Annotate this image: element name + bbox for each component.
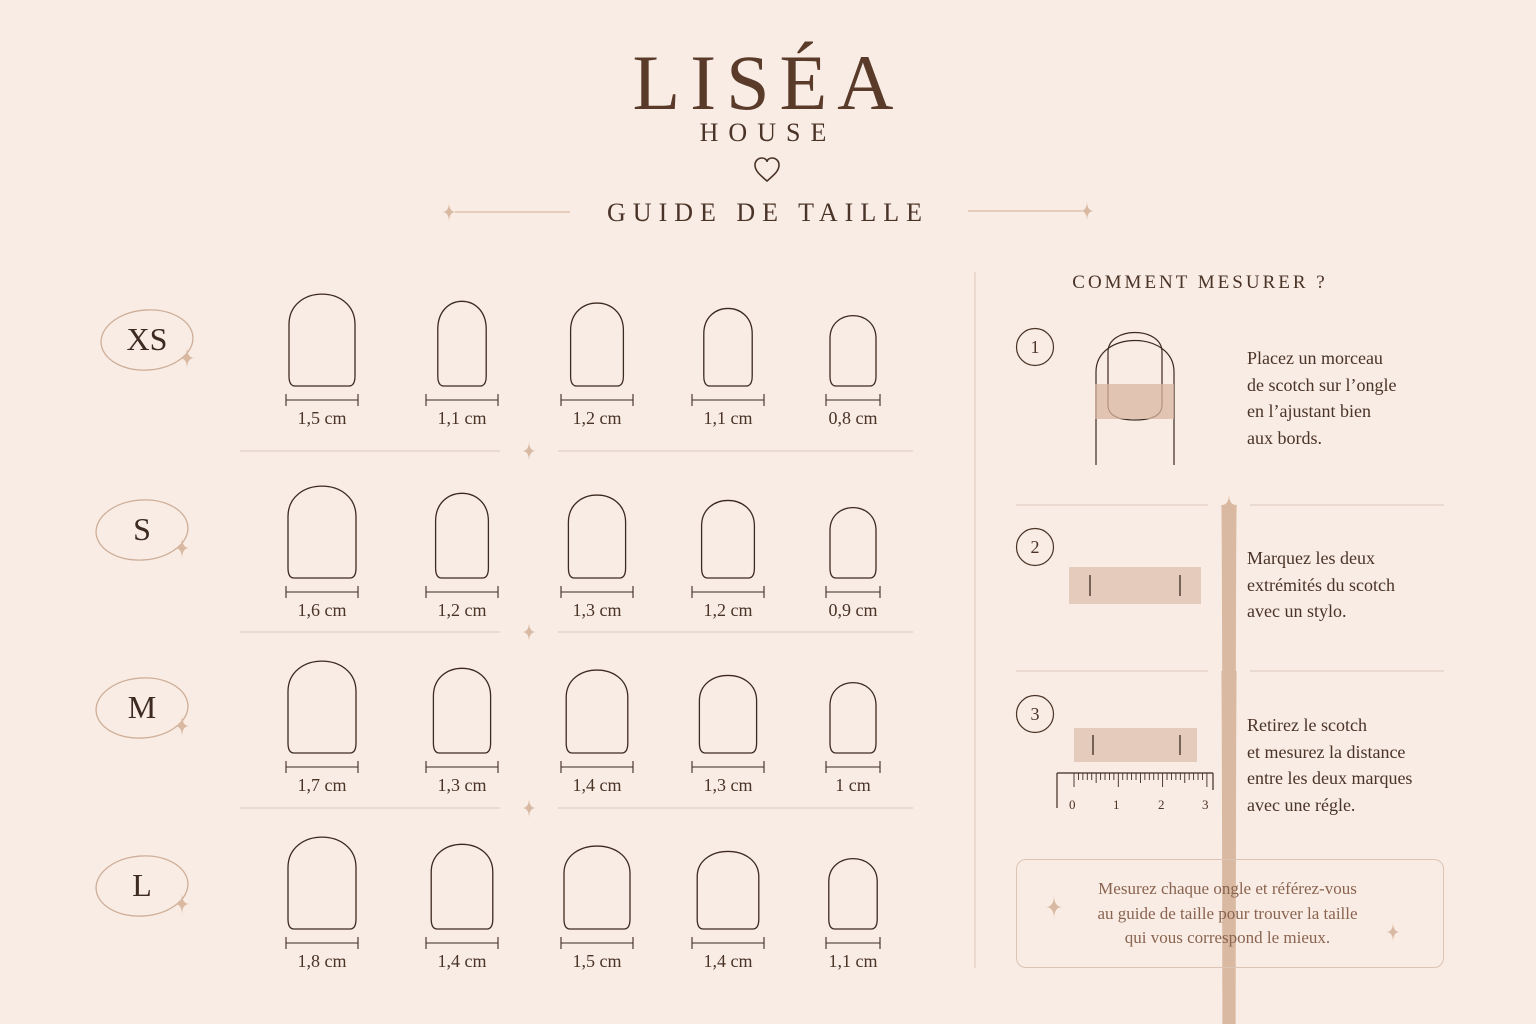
nail-outline-s-5 (830, 508, 876, 578)
nail-outline-xs-1 (289, 294, 355, 386)
step-3-number: 3 (1030, 704, 1040, 724)
heart-outline-icon (755, 158, 779, 181)
measure-label-m-5: 1 cm (835, 775, 871, 795)
measure-label-m-1: 1,7 cm (297, 775, 347, 795)
ruler-label-2: 2 (1158, 797, 1165, 812)
measure-label-s-4: 1,2 cm (703, 600, 753, 620)
measure-label-l-5: 1,1 cm (828, 951, 878, 971)
howto-title: COMMENT MESURER ? (1072, 272, 1328, 293)
nail-outline-m-5 (830, 683, 876, 753)
measure-label-m-4: 1,3 cm (703, 775, 753, 795)
nail-outline-l-4 (697, 851, 759, 929)
measure-label-l-3: 1,5 cm (572, 951, 622, 971)
nail-outline-l-2 (431, 844, 493, 929)
ruler-label-0: 0 (1069, 797, 1076, 812)
nail-outline-s-3 (568, 495, 625, 578)
nail-outline-m-4 (699, 675, 756, 753)
step-2-text: Marquez les deux extrémités du scotch avec un stylo. (1247, 548, 1395, 621)
measure-label-s-2: 1,2 cm (437, 600, 487, 620)
measure-label-xs-1: 1,5 cm (297, 408, 347, 428)
step-2-number: 2 (1030, 537, 1040, 557)
step-3-text: Retirez le scotch et mesurez la distance entre les deux marques avec une régle. (1247, 715, 1413, 815)
step-1-text: Placez un morceau de scotch sur l’ongle en l’ajustant bien aux bords. (1247, 348, 1397, 448)
nail-outline-m-3 (566, 670, 628, 753)
tape-strip (1069, 567, 1201, 604)
sparkle-icon (522, 622, 536, 642)
measure-label-xs-5: 0,8 cm (828, 408, 878, 428)
sparkle-icon (522, 798, 536, 818)
size-label-l: L (132, 867, 152, 903)
size-label-s: S (133, 511, 151, 547)
ruler-label-1: 1 (1113, 797, 1120, 812)
measure-label-xs-3: 1,2 cm (572, 408, 622, 428)
measure-label-l-1: 1,8 cm (297, 951, 347, 971)
nail-outline-xs-3 (571, 303, 624, 386)
sparkle-icon (522, 441, 536, 461)
nail-outline-s-2 (436, 493, 489, 578)
page-title: GUIDE DE TAILLE (607, 198, 929, 227)
ruler-label-3: 3 (1202, 797, 1209, 812)
measure-label-xs-4: 1,1 cm (703, 408, 753, 428)
measure-label-l-2: 1,4 cm (437, 951, 487, 971)
nail-outline-m-2 (433, 668, 490, 753)
sparkle-icon (1221, 660, 1236, 1024)
nail-outline-l-5 (829, 859, 877, 929)
nail-outline-l-1 (288, 837, 356, 929)
tip-text: Mesurez chaque ongle et référez-vous au guide de taille pour trouver la taille qui vous correspond le mieux. (1097, 879, 1358, 947)
step-1-number: 1 (1030, 337, 1040, 357)
size-label-m: M (127, 689, 157, 725)
measure-label-xs-2: 1,1 cm (437, 408, 487, 428)
nail-outline-l-3 (564, 846, 630, 929)
tape-strip (1095, 384, 1174, 419)
measure-label-l-4: 1,4 cm (703, 951, 753, 971)
nail-outline-m-1 (288, 661, 356, 753)
size-label-xs: XS (126, 321, 168, 357)
measure-label-s-5: 0,9 cm (828, 600, 878, 620)
nail-outline-s-4 (702, 500, 755, 578)
nail-outline-xs-4 (704, 308, 752, 386)
brand-subtitle: HOUSE (699, 118, 837, 147)
nail-outline-xs-2 (438, 301, 486, 386)
measure-label-s-3: 1,3 cm (572, 600, 622, 620)
brand-logo: LISÉA (632, 39, 904, 126)
measure-label-m-3: 1,4 cm (572, 775, 622, 795)
measure-label-s-1: 1,6 cm (297, 600, 347, 620)
measure-label-m-2: 1,3 cm (437, 775, 487, 795)
nail-outline-s-1 (288, 486, 356, 578)
nail-outline-xs-5 (830, 316, 876, 386)
